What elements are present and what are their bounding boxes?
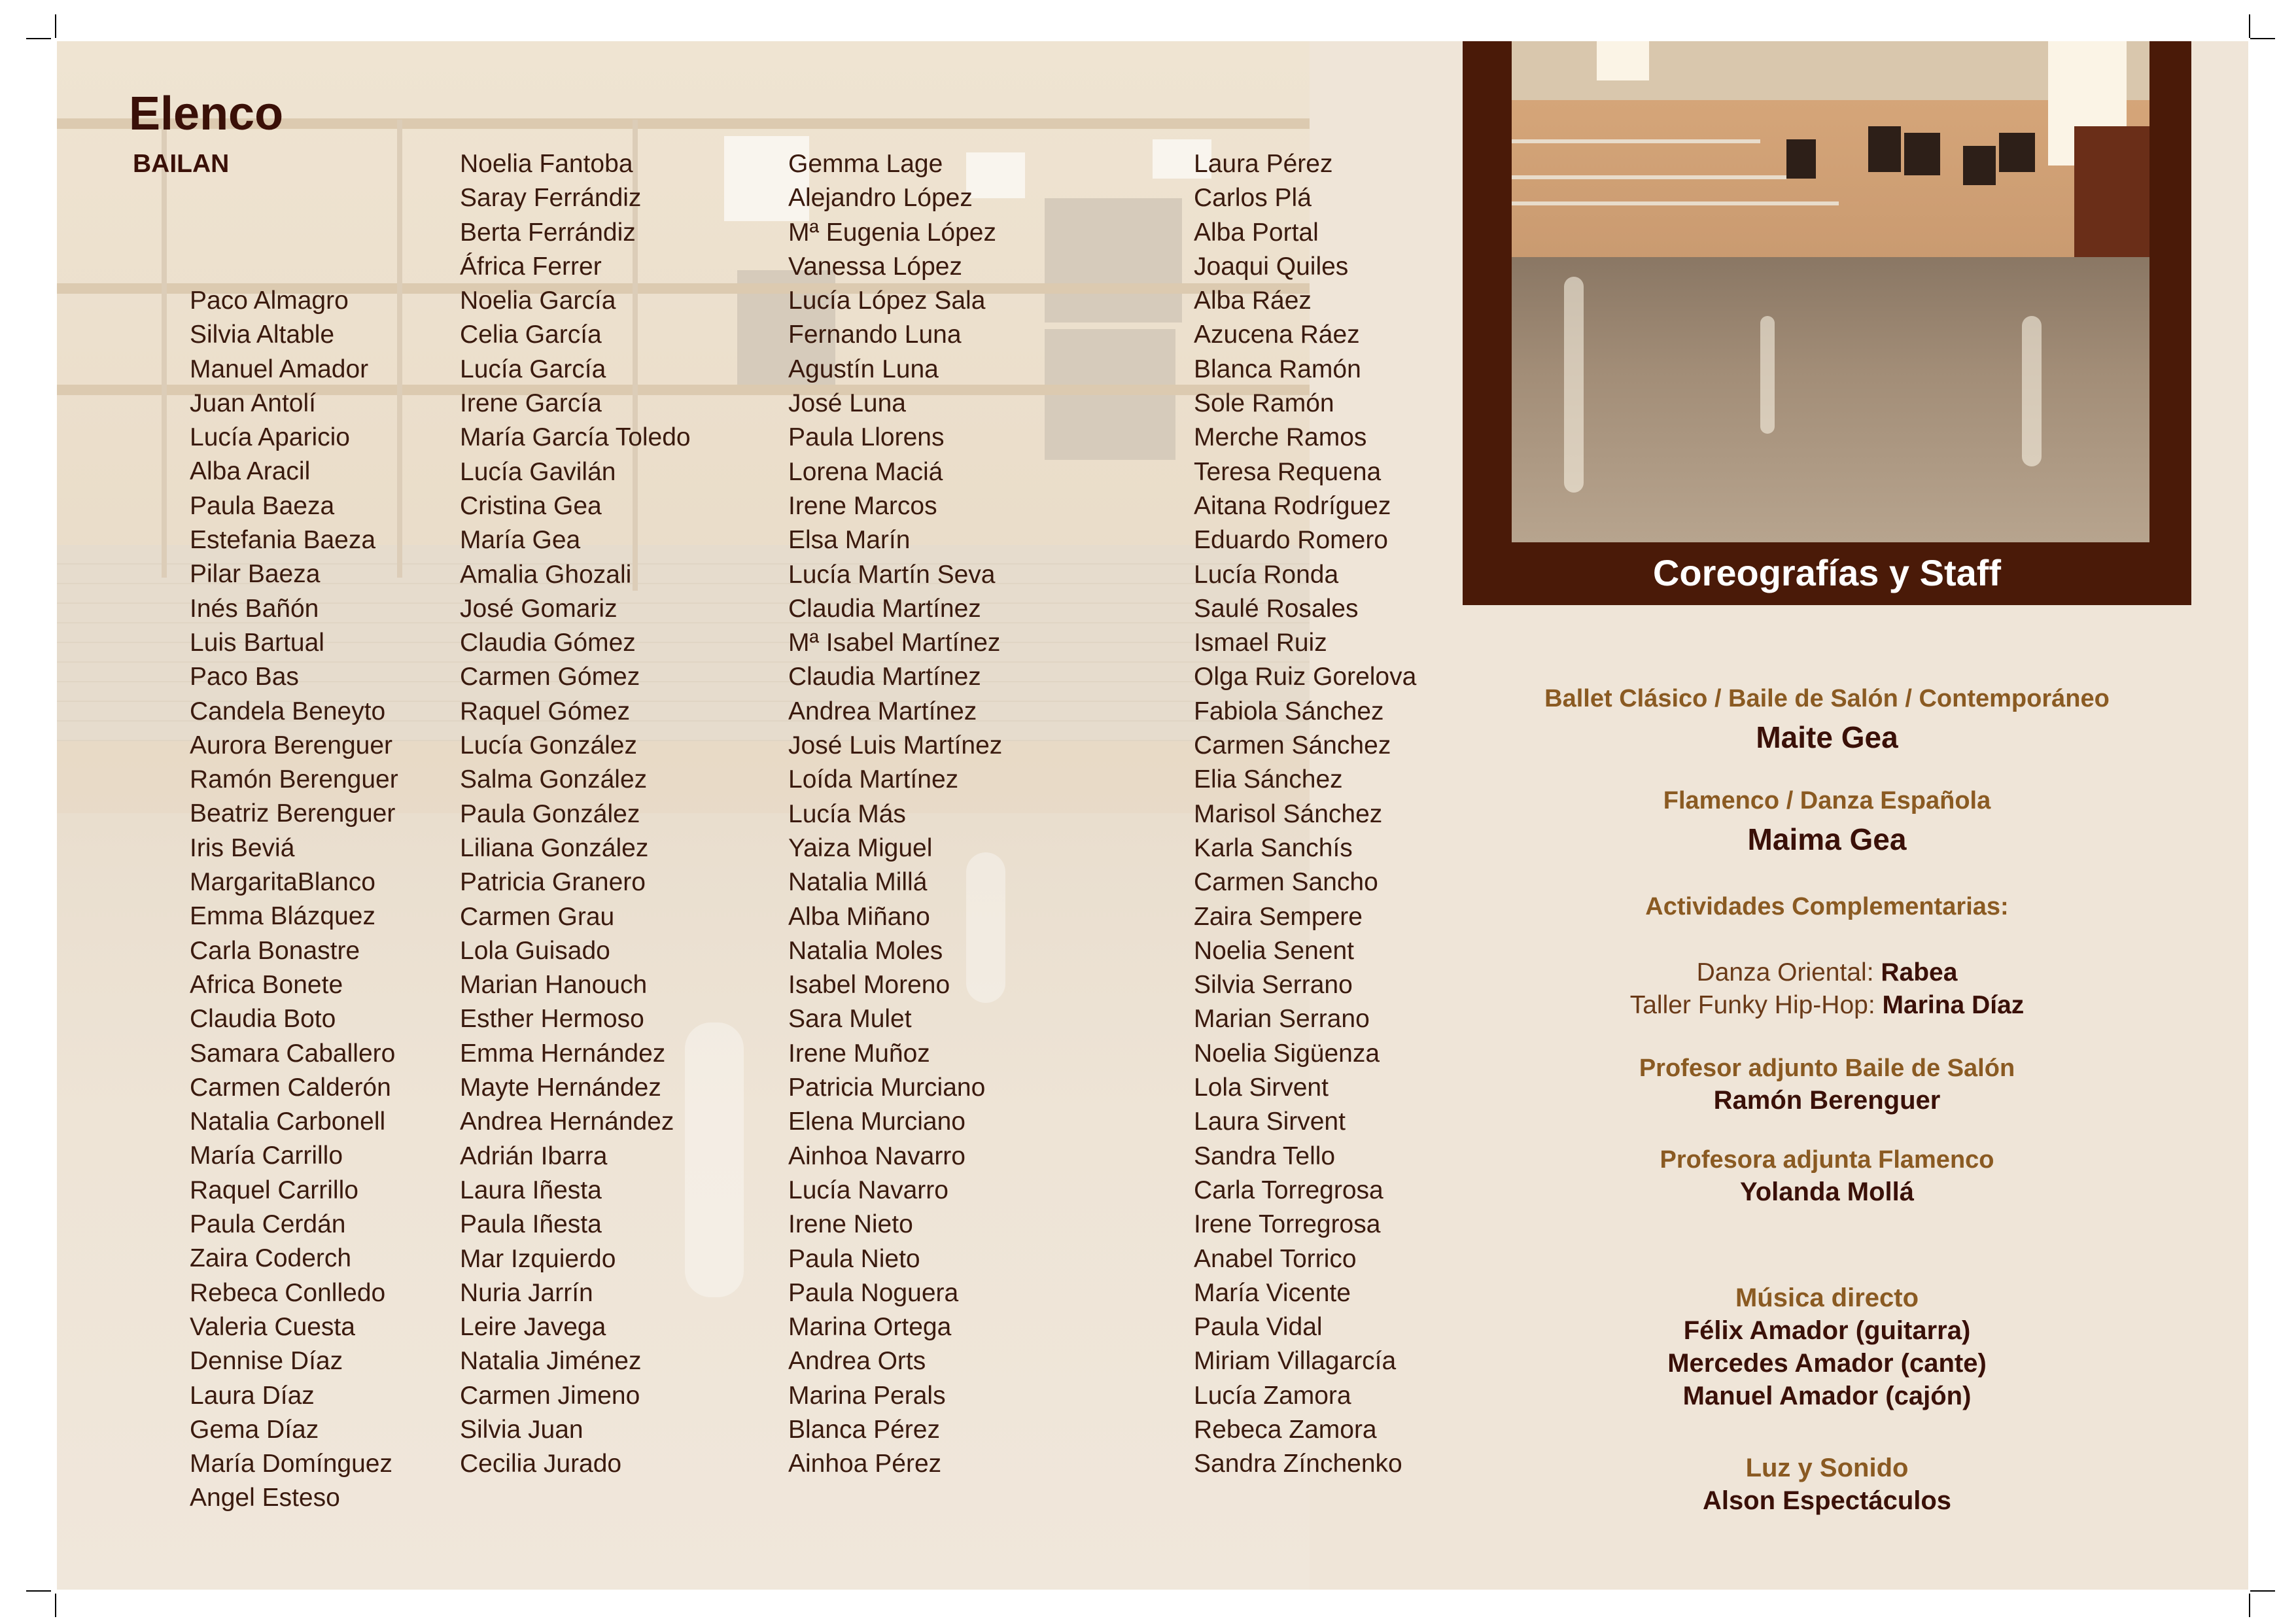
cast-column-2 <box>460 147 691 1482</box>
musica-label: Música directo <box>1735 1283 1919 1312</box>
cast-name: María Gea <box>460 526 581 555</box>
cast-name: Iris Beviá <box>190 833 295 862</box>
cast-name: Blanca Pérez <box>788 1415 940 1444</box>
cast-name: Paula Vidal <box>1194 1313 1323 1342</box>
cast-name: Claudia Gómez <box>460 629 636 657</box>
cast-name: Carla Torregrosa <box>1194 1176 1383 1204</box>
crop-mark <box>2250 1590 2275 1592</box>
ballet-label: Ballet Clásico / Baile de Salón / Contemporáneo <box>1544 685 2110 712</box>
luz-label: Luz y Sonido <box>1745 1454 1909 1482</box>
cast-name: Ramón Berenguer <box>190 765 398 794</box>
cast-name: Elia Sánchez <box>1194 765 1343 794</box>
cast-name: Estefania Baeza <box>190 526 376 555</box>
crop-mark <box>2250 38 2275 39</box>
cast-name: Paula Cerdán <box>190 1210 346 1239</box>
cast-name: Irene Marcos <box>788 491 937 520</box>
cast-name: Lucía Navarro <box>788 1176 948 1204</box>
cast-name: Blanca Ramón <box>1194 355 1361 383</box>
adjunto-label: Profesor adjunto Baile de Salón <box>1639 1055 2015 1082</box>
cast-name: Noelia García <box>460 287 616 315</box>
crop-mark <box>55 14 56 38</box>
cast-name: Karla Sanchís <box>1194 833 1353 862</box>
cast-name: Gemma Lage <box>788 150 943 178</box>
cast-name: Lucía López Sala <box>788 287 986 315</box>
cast-name: Raquel Gómez <box>460 697 631 725</box>
studio-photo <box>1512 41 2149 542</box>
cast-name: Natalia Jiménez <box>460 1347 642 1376</box>
cast-name: Emma Hernández <box>460 1039 666 1068</box>
cast-name: José Gomariz <box>460 594 617 623</box>
cast-name: Olga Ruiz Gorelova <box>1194 663 1417 691</box>
cast-name: Patricia Granero <box>460 868 646 897</box>
cast-name: Paula Noguera <box>788 1278 959 1307</box>
crop-mark <box>55 1594 56 1617</box>
funky-line <box>1463 991 2191 1020</box>
cast-name: Elsa Marín <box>788 526 911 555</box>
cast-name: Sandra Tello <box>1194 1142 1336 1170</box>
cast-name: Joaqui Quiles <box>1194 252 1349 281</box>
cast-name: María Vicente <box>1194 1278 1351 1307</box>
cast-name: Ismael Ruiz <box>1194 629 1327 657</box>
cast-name: Lola Guisado <box>460 936 610 965</box>
cast-name: Saray Ferrándiz <box>460 184 642 213</box>
cast-name: Marina Perals <box>788 1381 946 1410</box>
cast-name: Rebeca Conlledo <box>190 1278 386 1307</box>
cast-name: Cecilia Jurado <box>460 1450 622 1478</box>
cast-name: Paco Bas <box>190 663 299 691</box>
oriental-teacher: Rabea <box>1881 958 1958 986</box>
musica-cante: Mercedes Amador (cante) <box>1667 1349 1987 1378</box>
cast-name: Africa Bonete <box>190 970 343 999</box>
cast-name: Patricia Murciano <box>788 1073 986 1102</box>
cast-name: Laura Díaz <box>190 1381 315 1410</box>
crop-mark <box>2249 1594 2250 1617</box>
cast-name: Carmen Calderón <box>190 1073 391 1102</box>
cast-name: José Luis Martínez <box>788 731 1003 760</box>
cast-name: Merche Ramos <box>1194 423 1367 452</box>
cast-name: Silvia Juan <box>460 1415 583 1444</box>
cast-name: Aurora Berenguer <box>190 731 393 759</box>
cast-name: Claudia Boto <box>190 1005 336 1034</box>
cast-name: Luis Bartual <box>190 628 324 657</box>
musica-guitarra: Félix Amador (guitarra) <box>1683 1316 1971 1345</box>
cast-name: Silvia Serrano <box>1194 971 1353 1000</box>
cast-name: Inés Bañón <box>190 594 319 623</box>
cast-name: Laura Pérez <box>1194 150 1333 178</box>
cast-name: Adrián Ibarra <box>460 1142 608 1170</box>
cast-name: Elena Murciano <box>788 1108 965 1136</box>
cast-name: Fernando Luna <box>788 321 962 349</box>
flamenco-label: Flamenco / Danza Española <box>1663 787 1991 814</box>
cast-name: Eduardo Romero <box>1194 526 1388 555</box>
cast-name: Manuel Amador <box>190 355 369 383</box>
cast-name: Celia García <box>460 321 602 349</box>
panel-title: Coreografías y Staff <box>1652 552 2002 593</box>
cast-name: Alba Ráez <box>1194 287 1312 315</box>
cast-name: Silvia Altable <box>190 321 335 349</box>
cast-name: Fabiola Sánchez <box>1194 697 1384 725</box>
cast-name: MargaritaBlanco <box>190 868 375 897</box>
cast-name: Paula González <box>460 799 640 828</box>
cast-name: Ainhoa Navarro <box>788 1142 965 1170</box>
cast-name: Carmen Grau <box>460 902 615 931</box>
cast-name: Miriam Villagarcía <box>1194 1347 1397 1376</box>
cast-name: Mayte Hernández <box>460 1073 661 1102</box>
oriental-label: Danza Oriental: <box>1696 958 1874 986</box>
cast-name: María Carrillo <box>190 1142 343 1170</box>
cast-name: Leire Javega <box>460 1313 606 1342</box>
cast-name: Irene Muñoz <box>788 1039 930 1068</box>
cast-name: Carmen Sánchez <box>1194 731 1391 760</box>
cast-name: Lucía González <box>460 731 638 760</box>
cast-name: Teresa Requena <box>1194 457 1382 486</box>
cast-name: Marina Ortega <box>788 1313 952 1342</box>
cast-name: Irene Torregrosa <box>1194 1210 1381 1239</box>
cast-name: Paula Baeza <box>190 491 335 520</box>
cast-name: Azucena Ráez <box>1194 321 1360 349</box>
cast-name: Sara Mulet <box>788 1005 912 1034</box>
cast-name: Marian Serrano <box>1194 1005 1370 1034</box>
cast-name: Salma González <box>460 765 648 794</box>
crop-mark <box>26 1590 51 1592</box>
cast-name: Andrea Martínez <box>788 697 977 725</box>
cast-name: Raquel Carrillo <box>190 1176 358 1204</box>
funky-label: Taller Funky Hip-Hop: <box>1629 991 1875 1019</box>
cast-name: Valeria Cuesta <box>190 1312 355 1341</box>
cast-name: Juan Antolí <box>190 389 316 417</box>
cast-name: Rebeca Zamora <box>1194 1415 1377 1444</box>
cast-name: Zaira Coderch <box>190 1244 352 1273</box>
cast-column-3 <box>788 147 1002 1482</box>
ballet-teacher: Maite Gea <box>1756 720 1898 754</box>
cast-name: José Luna <box>788 389 906 418</box>
cast-name: Pilar Baeza <box>190 560 321 589</box>
cast-name: Natalia Carbonell <box>190 1108 386 1136</box>
cast-name: Isabel Moreno <box>788 971 950 1000</box>
cast-name: Andrea Orts <box>788 1347 926 1376</box>
musica-cajon: Manuel Amador (cajón) <box>1682 1382 1972 1410</box>
cast-name: Emma Blázquez <box>190 902 375 931</box>
cast-name: Esther Hermoso <box>460 1005 644 1034</box>
cast-name: Paula Llorens <box>788 423 945 452</box>
cast-name: Sandra Zínchenko <box>1194 1450 1402 1478</box>
cast-name: Noelia Senent <box>1194 936 1355 965</box>
cast-name: Carmen Gómez <box>460 663 640 691</box>
cast-name: Alba Aracil <box>190 457 311 486</box>
cast-name: Vanessa López <box>788 252 962 281</box>
cast-name: Carla Bonastre <box>190 936 360 965</box>
cast-name: Samara Caballero <box>190 1039 396 1068</box>
cast-name: Dennise Díaz <box>190 1347 343 1376</box>
crop-mark <box>2249 14 2250 38</box>
cast-name: Andrea Hernández <box>460 1108 674 1136</box>
cast-name: Carmen Sancho <box>1194 868 1378 897</box>
cast-name: Lucía Aparicio <box>190 423 350 452</box>
adjunta-label: Profesora adjunta Flamenco <box>1660 1146 1994 1174</box>
cast-name: Paco Almagro <box>190 287 349 315</box>
cast-name: Mar Izquierdo <box>460 1244 616 1273</box>
cast-name: Agustín Luna <box>788 355 939 383</box>
cast-name: Liliana González <box>460 833 649 862</box>
cast-name: Berta Ferrándiz <box>460 218 636 247</box>
funky-teacher: Marina Díaz <box>1882 991 2025 1019</box>
cast-name: Paula Nieto <box>788 1244 920 1273</box>
cast-name: Irene Nieto <box>788 1210 913 1239</box>
oriental-line <box>1463 958 2191 987</box>
flamenco-teacher: Maima Gea <box>1747 822 1907 856</box>
cast-name: Paula Iñesta <box>460 1210 602 1239</box>
cast-name: Lucía García <box>460 355 606 383</box>
cast-name: Noelia Sigüenza <box>1194 1039 1380 1068</box>
cast-name: Lorena Maciá <box>788 457 943 486</box>
cast-name: Saulé Rosales <box>1194 594 1359 623</box>
cast-name: Beatriz Berenguer <box>190 799 396 828</box>
cast-name: Lucía Más <box>788 799 906 828</box>
cast-column-1 <box>190 284 398 1516</box>
cast-name: Cristina Gea <box>460 491 602 520</box>
cast-name: Noelia Fantoba <box>460 150 633 178</box>
cast-name: Ainhoa Pérez <box>788 1450 942 1478</box>
cast-name: Carmen Jimeno <box>460 1381 640 1410</box>
cast-name: Lucía Ronda <box>1194 560 1339 589</box>
cast-name: Mª Isabel Martínez <box>788 629 1001 657</box>
cast-name: María Domínguez <box>190 1450 392 1478</box>
crop-mark <box>26 38 51 39</box>
cast-name: Claudia Martínez <box>788 594 981 623</box>
staff-photo-panel <box>1463 41 2191 605</box>
cast-name: Lola Sirvent <box>1194 1073 1329 1102</box>
cast-name: María García Toledo <box>460 423 691 452</box>
cast-name: Alejandro López <box>788 184 973 213</box>
cast-name: Nuria Jarrín <box>460 1278 593 1307</box>
cast-name: Laura Iñesta <box>460 1176 602 1204</box>
cast-name: Gema Díaz <box>190 1415 319 1444</box>
complementarias-label: Actividades Complementarias: <box>1645 893 2009 920</box>
cast-name: Amalia Ghozali <box>460 560 632 589</box>
luz-name: Alson Espectáculos <box>1702 1486 1952 1515</box>
cast-name: Aitana Rodríguez <box>1194 491 1391 520</box>
cast-name: Lucía Gavilán <box>460 457 616 486</box>
cast-name: Mª Eugenia López <box>788 218 996 247</box>
adjunto-name: Ramón Berenguer <box>1713 1086 1941 1115</box>
cast-name: Angel Esteso <box>190 1484 340 1512</box>
cast-name: Claudia Martínez <box>788 663 981 691</box>
cast-name: África Ferrer <box>460 252 602 281</box>
cast-name: Sole Ramón <box>1194 389 1334 418</box>
cast-name: Alba Portal <box>1194 218 1319 247</box>
cast-name: Alba Miñano <box>788 902 930 931</box>
cast-name: Zaira Sempere <box>1194 902 1363 931</box>
cast-name: Marisol Sánchez <box>1194 799 1383 828</box>
cast-name: Irene García <box>460 389 602 418</box>
cast-name: Natalia Moles <box>788 936 943 965</box>
cast-name: Lucía Zamora <box>1194 1381 1351 1410</box>
cast-name: Lucía Martín Seva <box>788 560 996 589</box>
adjunta-name: Yolanda Mollá <box>1740 1178 1914 1206</box>
cast-name: Yaiza Miguel <box>788 833 933 862</box>
bailan-heading: BAILAN <box>133 150 230 178</box>
cast-name: Candela Beneyto <box>190 697 386 725</box>
cast-name: Natalia Millá <box>788 868 928 897</box>
cast-name: Laura Sirvent <box>1194 1108 1346 1136</box>
cast-column-4 <box>1194 147 1416 1482</box>
cast-name: Loída Martínez <box>788 765 959 794</box>
cast-name: Carlos Plá <box>1194 184 1312 213</box>
page-title: Elenco <box>129 88 284 140</box>
cast-name: Marian Hanouch <box>460 971 648 1000</box>
cast-name: Anabel Torrico <box>1194 1244 1357 1273</box>
